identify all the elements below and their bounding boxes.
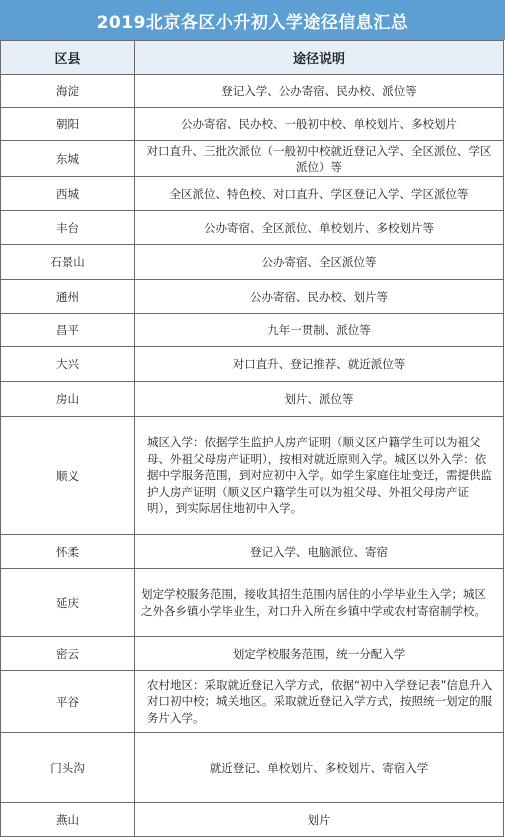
- district-cell: 平谷: [1, 671, 135, 733]
- table-row: [1, 141, 504, 177]
- district-cell: 朝阳: [1, 108, 135, 141]
- description-cell: 公办寄宿、全区派位等: [135, 245, 504, 280]
- district-cell: 门头沟: [1, 733, 135, 803]
- description-cell: 登记入学、公办寄宿、民办校、派位等: [135, 75, 504, 108]
- district-cell: 东城: [1, 141, 135, 177]
- table-row: [1, 803, 504, 837]
- table-row: [1, 417, 504, 535]
- district-cell: 密云: [1, 637, 135, 671]
- district-cell: 怀柔: [1, 535, 135, 569]
- column-header-description: 途径说明: [135, 41, 504, 75]
- table-row: [1, 211, 504, 245]
- table-row: [1, 245, 504, 280]
- table-row: [1, 569, 504, 637]
- district-cell: 通州: [1, 280, 135, 314]
- table-row: [1, 177, 504, 211]
- description-cell: 公办寄宿、民办校、划片等: [135, 280, 504, 314]
- description-cell: 划定学校服务范围，接收其招生范围内居住的小学毕业生入学；城区之外各乡镇小学毕业生，对口升入所在乡镇中学或农村寄宿制学校。: [135, 569, 504, 637]
- district-cell: 延庆: [1, 569, 135, 637]
- info-table: [0, 40, 504, 837]
- description-cell: 划片、派位等: [135, 382, 504, 417]
- table-row: [1, 75, 504, 108]
- district-cell: 燕山: [1, 803, 135, 837]
- description-cell: 农村地区：采取就近登记入学方式，依据“初中入学登记表”信息升入对口初中校；城关地区。采取就近登记入学方式，按照统一划定的服务片入学。: [135, 671, 504, 733]
- description-cell: 公办寄宿、民办校、一般初中校、单校划片、多校划片: [135, 108, 504, 141]
- description-cell: 九年一贯制、派位等: [135, 314, 504, 347]
- description-cell: 划定学校服务范围，统一分配入学: [135, 637, 504, 671]
- district-cell: 昌平: [1, 314, 135, 347]
- table-row: [1, 733, 504, 803]
- district-cell: 石景山: [1, 245, 135, 280]
- district-cell: 海淀: [1, 75, 135, 108]
- table-row: [1, 637, 504, 671]
- district-cell: 西城: [1, 177, 135, 211]
- district-cell: 丰台: [1, 211, 135, 245]
- description-cell: 公办寄宿、全区派位、单校划片、多校划片等: [135, 211, 504, 245]
- district-cell: 大兴: [1, 347, 135, 382]
- district-cell: 顺义: [1, 417, 135, 535]
- description-cell: 对口直升、登记推荐、就近派位等: [135, 347, 504, 382]
- table-row: [1, 314, 504, 347]
- description-cell: 全区派位、特色校、对口直升、学区登记入学、学区派位等: [135, 177, 504, 211]
- table-row: [1, 535, 504, 569]
- page-title: 2019北京各区小升初入学途径信息汇总: [0, 0, 505, 40]
- description-cell: 登记入学、电脑派位、寄宿: [135, 535, 504, 569]
- table-row: [1, 108, 504, 141]
- district-cell: 房山: [1, 382, 135, 417]
- table-row: [1, 671, 504, 733]
- description-cell: 就近登记、单校划片、多校划片、寄宿入学: [135, 733, 504, 803]
- description-cell: 对口直升、三批次派位（一般初中校就近登记入学、全区派位、学区派位）等: [135, 141, 504, 177]
- table-row: [1, 280, 504, 314]
- description-cell: 城区入学：依据学生监护人房产证明（顺义区户籍学生可以为祖父母、外祖父母房产证明），按相对就近原则入学。城区以外入学：依据中学服务范围，到对应初中入学。如学生家庭住址变迁，需提供监护人房产证明（顺义区户籍学生可以为祖父母、外祖父母房产证明），到实际居住地初中入学。: [135, 417, 504, 535]
- table-row: [1, 347, 504, 382]
- column-header-district: 区县: [1, 41, 135, 75]
- description-cell: 划片: [135, 803, 504, 837]
- table-row: [1, 382, 504, 417]
- table-header-row: [1, 41, 504, 75]
